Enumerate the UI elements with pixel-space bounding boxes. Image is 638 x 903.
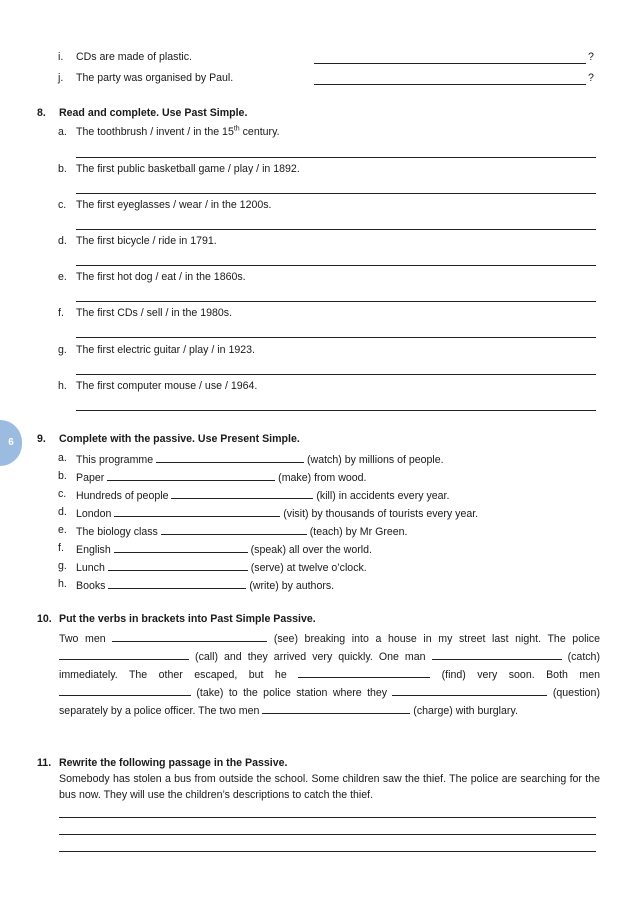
section-8-heading	[37, 107, 247, 120]
item-label: g.	[58, 344, 67, 356]
section-9-heading	[37, 433, 300, 446]
item-text: The first eyeglasses / wear / in the 1200s.	[76, 199, 272, 211]
item-label: d.	[58, 506, 67, 518]
item-label: c.	[58, 199, 67, 211]
page-number: 6	[8, 437, 14, 448]
question-mark: ?	[588, 51, 594, 63]
answer-blank[interactable]	[171, 488, 313, 499]
section-number: 8.	[37, 107, 46, 119]
question-mark: ?	[588, 72, 594, 84]
item-label: g.	[58, 560, 67, 572]
section-11-heading	[37, 757, 287, 770]
answer-line[interactable]	[59, 817, 596, 818]
section-title: Rewrite the following passage in the Passive.	[59, 757, 288, 769]
item-text: The party was organised by Paul.	[76, 72, 234, 84]
answer-line[interactable]	[76, 410, 596, 411]
item-text: Lunch (serve) at twelve o’clock.	[76, 562, 367, 574]
answer-blank[interactable]	[107, 470, 275, 481]
answer-line[interactable]	[76, 337, 596, 338]
section-title: Read and complete. Use Past Simple.	[59, 107, 248, 119]
item-text: The first public basketball game / play / in 1892.	[76, 163, 300, 175]
item-label: c.	[58, 488, 67, 500]
item-label: d.	[58, 235, 67, 247]
item-label: e.	[58, 271, 67, 283]
section-title: Put the verbs in brackets into Past Simple Passive.	[59, 613, 316, 625]
answer-line[interactable]	[59, 851, 596, 852]
answer-blank[interactable]	[432, 650, 562, 660]
item-label: b.	[58, 470, 67, 482]
answer-blank[interactable]	[392, 686, 547, 696]
item-text: Hundreds of people (kill) in accidents every year.	[76, 490, 450, 502]
item-text: English (speak) all over the world.	[76, 544, 372, 556]
item-text: Paper (make) from wood.	[76, 472, 367, 484]
answer-line[interactable]	[59, 834, 596, 835]
answer-blank[interactable]	[156, 452, 304, 463]
answer-blank[interactable]	[108, 578, 246, 589]
item-text: The first hot dog / eat / in the 1860s.	[76, 271, 246, 283]
answer-line[interactable]	[76, 229, 596, 230]
section-number: 10.	[37, 613, 52, 625]
item-text: The biology class (teach) by Mr Green.	[76, 526, 408, 538]
item-label: a.	[58, 452, 67, 464]
answer-blank[interactable]	[59, 686, 191, 696]
item-label: h.	[58, 578, 67, 590]
answer-blank[interactable]	[114, 506, 280, 517]
section-title: Complete with the passive. Use Present Simple.	[59, 433, 300, 445]
item-text: CDs are made of plastic.	[76, 51, 192, 63]
answer-line[interactable]	[314, 63, 586, 64]
item-text: The first electric guitar / play / in 1923.	[76, 344, 255, 356]
answer-blank[interactable]	[262, 704, 410, 714]
section-number: 11.	[37, 757, 52, 769]
item-label: a.	[58, 126, 67, 138]
answer-line[interactable]	[314, 84, 586, 85]
answer-line[interactable]	[76, 157, 596, 158]
answer-blank[interactable]	[114, 542, 248, 553]
item-text: Books (write) by authors.	[76, 580, 335, 592]
answer-blank[interactable]	[161, 524, 307, 535]
answer-blank[interactable]	[108, 560, 248, 571]
answer-line[interactable]	[76, 265, 596, 266]
item-label: h.	[58, 380, 67, 392]
item-label: f.	[58, 542, 64, 554]
passage-paragraph: Two men (see) breaking into a house in my street last night. The police (call) and they arrived very quickly. One man (catch) immediately. The other escaped, but he (find) very soon. Both men (take) to the police station where they (question) separately by a police officer. The two men (charge) with burglary.	[59, 633, 600, 717]
answer-line[interactable]	[76, 301, 596, 302]
item-text: The first CDs / sell / in the 1980s.	[76, 307, 233, 319]
answer-line[interactable]	[76, 193, 596, 194]
item-text: The toothbrush / invent / in the 15th century.	[76, 125, 280, 138]
page-number-tab	[0, 420, 22, 466]
passage-paragraph: Somebody has stolen a bus from outside the school. Some children saw the thief. The police are searching for the bus now. They will use the children’s descriptions to catch the thief.	[59, 773, 600, 801]
item-label: i.	[58, 51, 64, 63]
item-text: This programme (watch) by millions of people.	[76, 454, 444, 466]
item-label: f.	[58, 307, 64, 319]
answer-blank[interactable]	[298, 668, 430, 678]
item-label: b.	[58, 163, 67, 175]
item-text: The first bicycle / ride in 1791.	[76, 235, 217, 247]
item-text: London (visit) by thousands of tourists every year.	[76, 508, 479, 520]
answer-blank[interactable]	[112, 632, 267, 642]
answer-line[interactable]	[76, 374, 596, 375]
answer-blank[interactable]	[59, 650, 189, 660]
item-text: The first computer mouse / use / 1964.	[76, 380, 258, 392]
section-10-heading	[37, 613, 316, 626]
item-label: j.	[58, 72, 64, 84]
item-label: e.	[58, 524, 67, 536]
section-number: 9.	[37, 433, 46, 445]
